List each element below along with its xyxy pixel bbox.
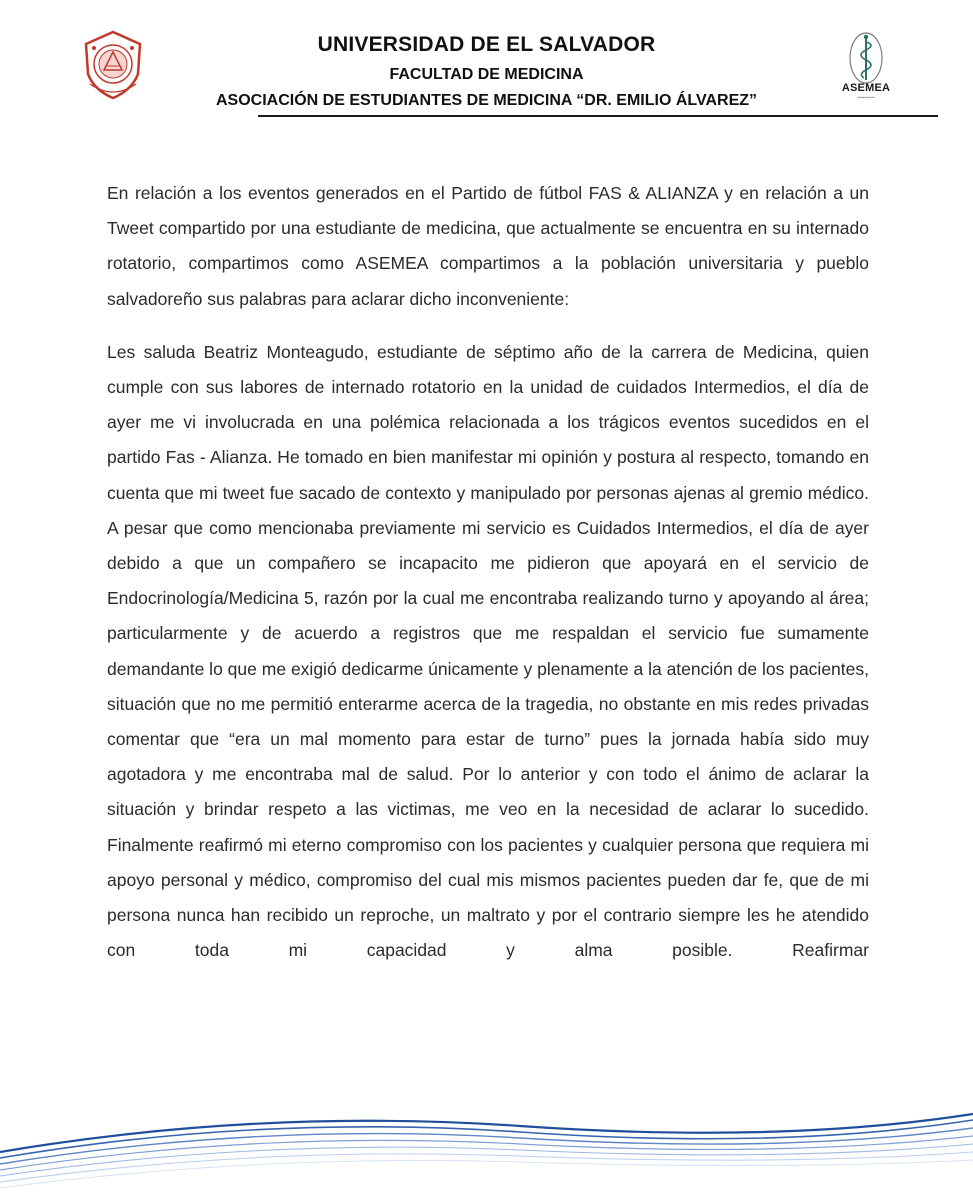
- intro-paragraph: En relación a los eventos generados en el Partido de fútbol FAS & ALIANZA y en relación a un Tweet compartido por una estudiante de medicina, que actualmente se encuentra en su internado rotatorio, compartimos como ASEMEA compartimos a la población universitaria y pueblo salvadoreño sus palabras para aclarar dicho inconveniente:: [107, 183, 869, 309]
- footer-wave-decoration: [0, 1100, 973, 1200]
- statement-paragraph: Les saluda Beatriz Monteagudo, estudiante de séptimo año de la carrera de Medicina, quien cumple con sus labores de internado rotatorio en la unidad de cuidados Intermedios, el día de ayer me vi involucrada en una polémica relacionada a los trágicos eventos sucedidos en el partido Fas - Alianza. He tomado en bien manifestar mi opinión y postura al respecto, tomando en cuenta que mi tweet fue sacado de contexto y manipulado por personas ajenas al gremio médico. A pesar que como mencionaba previamente mi servicio es Cuidados Intermedios, el día de ayer debido a que un compañero se incapacito me pidieron que apoyará en el servicio de Endocrinología/Medicina 5, razón por la cual me encontraba realizando turno y apoyando al área; particularmente y de acuerdo a registros que me respaldan el servicio fue sumamente demandante lo que me exigió dedicarme únicamente y plenamente a la atención de los pacientes, situación que no me permitió enterarme acerca de la tragedia, no obstante en mis redes privadas comentar que “era un mal momento para estar de turno” pues la jornada había sido muy agotadora y me encontraba mal de salud. Por lo anterior y con todo el ánimo de aclarar la situación y brindar respeto a las victimas, me veo en la necesidad de aclarar lo sucedido. Finalmente reafirmó mi eterno compromiso con los pacientes y cualquier persona que requiera mi apoyo personal y médico, compromiso del cual mis mismos pacientes pueden dar fe, que de mi persona nunca han recibido un reproche, un maltrato y por el contrario siempre les he atendido con toda mi capacidad y alma posible. Reafirmar: [107, 341, 869, 961]
- asemea-logo-subtext: ▪▪▪▪▪▪▪▪▪▪: [857, 95, 875, 101]
- faculty-title: FACULTAD DE MEDICINA: [389, 66, 584, 83]
- letter-body: [107, 176, 869, 968]
- header-rule: [258, 115, 938, 117]
- university-title: UNIVERSIDAD DE EL SALVADOR: [317, 33, 656, 56]
- letterhead: [0, 0, 973, 130]
- association-title: ASOCIACIÓN DE ESTUDIANTES DE MEDICINA “DR. EMILIO ÁLVAREZ”: [215, 92, 758, 109]
- asemea-logo-text: ASEMEA: [841, 82, 891, 94]
